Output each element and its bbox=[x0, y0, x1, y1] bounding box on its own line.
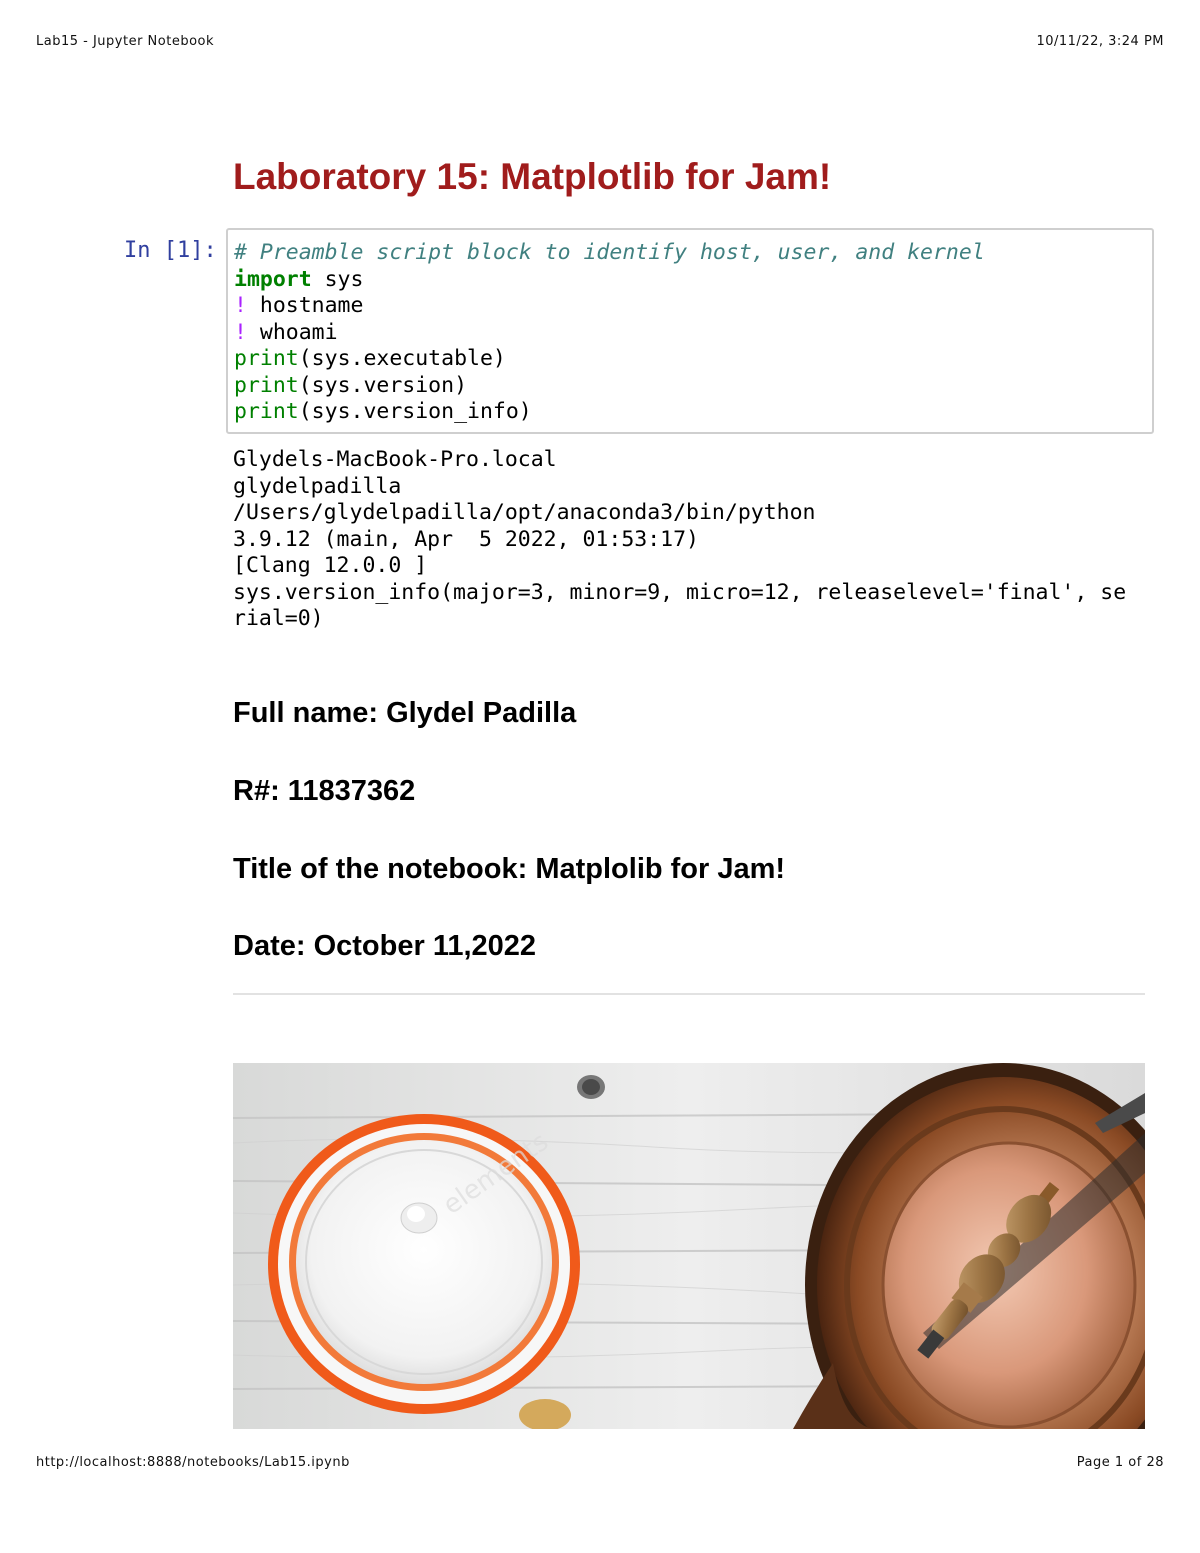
code-builtin: print bbox=[234, 399, 299, 424]
print-footer bbox=[36, 1455, 1164, 1470]
code-line bbox=[234, 293, 1152, 320]
print-header-title: Lab15 - Jupyter Notebook bbox=[36, 34, 215, 49]
output-line: Glydels-MacBook-Pro.local bbox=[233, 447, 557, 472]
cell-output bbox=[233, 447, 1153, 633]
input-prompt: In [1]: bbox=[124, 238, 217, 263]
shell-bang: ! bbox=[234, 293, 247, 318]
code-comment: # Preamble script block to identify host, user, and kernel bbox=[234, 240, 985, 265]
output-line: sys.version_info(major=3, minor=9, micro=12, releaselevel='final', se bbox=[233, 579, 1127, 605]
code-line bbox=[234, 240, 1152, 267]
print-header-datetime: 10/11/22, 3:24 PM bbox=[1036, 34, 1164, 49]
code-text: (sys.version_info) bbox=[298, 399, 532, 424]
code-line bbox=[234, 373, 1152, 400]
shell-bang: ! bbox=[234, 319, 247, 345]
print-footer-page: Page 1 of 28 bbox=[1076, 1455, 1164, 1470]
horizontal-rule bbox=[233, 993, 1145, 995]
code-builtin: print bbox=[234, 346, 299, 371]
output-line: 3.9.12 (main, Apr 5 2022, 01:53:17) bbox=[233, 526, 699, 552]
code-text: sys bbox=[311, 266, 364, 292]
print-footer-url: http://localhost:8888/notebooks/Lab15.ipynb bbox=[36, 1455, 350, 1470]
code-text: (sys.version) bbox=[298, 372, 468, 398]
code-line bbox=[234, 399, 1152, 426]
code-text: (sys.executable) bbox=[298, 346, 506, 371]
print-header bbox=[36, 34, 1164, 49]
output-line: glydelpadilla bbox=[233, 473, 402, 499]
notebook-title: Laboratory 15: Matplotlib for Jam! bbox=[233, 156, 832, 197]
code-cell[interactable] bbox=[226, 228, 1154, 434]
date-heading: Date: October 11,2022 bbox=[233, 930, 537, 962]
code-line bbox=[234, 320, 1152, 347]
code-text: hostname bbox=[246, 293, 364, 318]
code-builtin: print bbox=[234, 372, 299, 398]
code-keyword: import bbox=[234, 266, 312, 292]
output-line: [Clang 12.0.0 ] bbox=[233, 553, 428, 578]
code-text: whoami bbox=[246, 319, 338, 345]
code-line bbox=[234, 267, 1152, 294]
watermark-text: elements bbox=[437, 1126, 554, 1221]
notebook-title-heading: Title of the notebook: Matplolib for Jam! bbox=[233, 853, 786, 885]
code-line bbox=[234, 346, 1152, 373]
full-name-heading: Full name: Glydel Padilla bbox=[233, 697, 577, 729]
r-number-heading: R#: 11837362 bbox=[233, 775, 416, 807]
teapot-jar-photo bbox=[233, 1063, 1145, 1429]
output-line: /Users/glydelpadilla/opt/anaconda3/bin/python bbox=[233, 500, 816, 525]
output-line: rial=0) bbox=[233, 606, 324, 631]
